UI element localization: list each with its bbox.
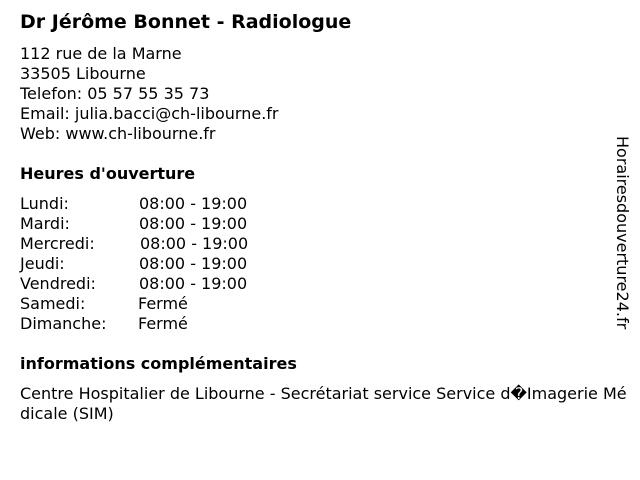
phone-number: Telefon: 05 57 55 35 73	[20, 84, 210, 103]
day-label: Jeudi:	[20, 254, 65, 273]
day-label: Dimanche:	[20, 314, 107, 333]
day-hours: 08:00 - 19:00	[139, 254, 248, 273]
day-label: Mardi:	[20, 214, 70, 233]
day-hours: 08:00 - 19:00	[139, 274, 248, 293]
opening-hours-heading: Heures d'ouverture	[20, 164, 196, 183]
page-title: Dr Jérôme Bonnet - Radiologue	[20, 11, 352, 33]
additional-info-text: Centre Hospitalier de Libourne - Secrétariat service Service d�Imagerie Médicale (SIM)	[20, 384, 627, 423]
email-address: Email: julia.bacci@ch-libourne.fr	[20, 104, 279, 123]
day-hours: Fermé	[138, 314, 188, 333]
day-hours: 08:00 - 19:00	[140, 234, 249, 253]
day-label: Lundi:	[20, 194, 69, 213]
day-label: Samedi:	[20, 294, 86, 313]
street-address: 112 rue de la Marne	[20, 44, 182, 63]
day-hours: 08:00 - 19:00	[139, 194, 248, 213]
website: Web: www.ch-libourne.fr	[20, 124, 216, 143]
day-label: Mercredi:	[20, 234, 95, 253]
city-address: 33505 Libourne	[20, 64, 146, 83]
address-block	[20, 44, 279, 144]
day-hours: Fermé	[138, 294, 188, 313]
site-watermark: Horairesdouverture24.fr	[613, 136, 632, 330]
additional-info-heading: informations complémentaires	[20, 354, 297, 373]
day-hours: 08:00 - 19:00	[139, 214, 248, 233]
day-label: Vendredi:	[20, 274, 96, 293]
